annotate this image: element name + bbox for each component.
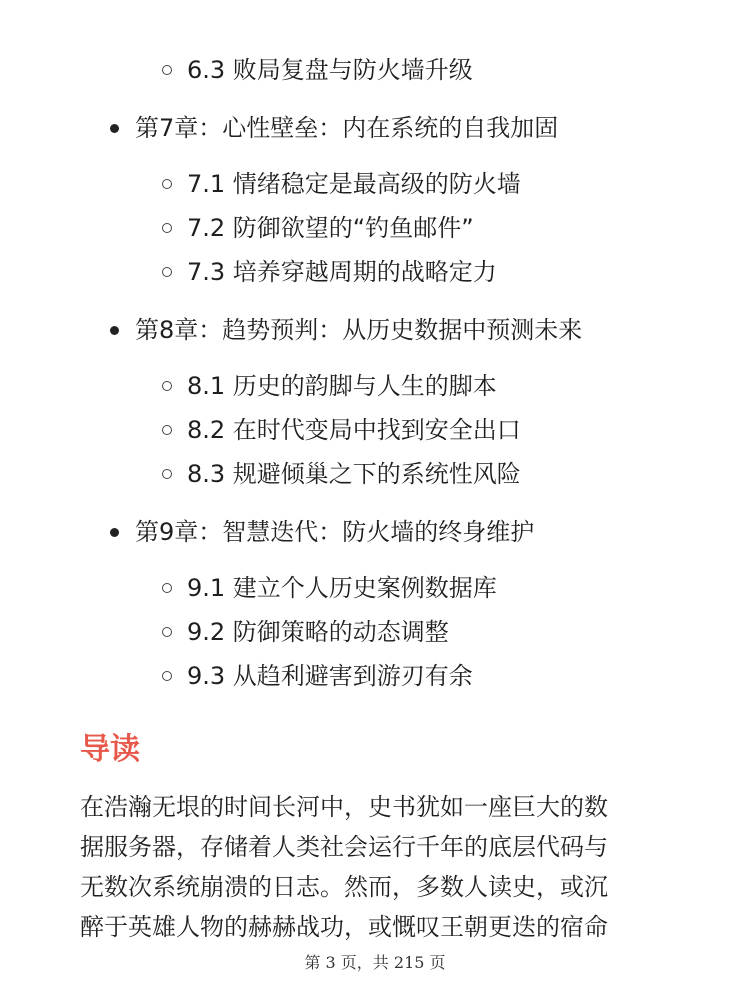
intro-heading: 导读: [80, 732, 140, 767]
toc-sub-item-7-3[interactable]: [162, 257, 497, 287]
toc-sub-item-label: 6.3 败局复盘与防火墙升级: [187, 56, 473, 84]
filled-bullet-icon: [110, 326, 119, 335]
hollow-bullet-icon: [162, 381, 172, 391]
toc-sub-item-label: 9.2 防御策略的动态调整: [187, 618, 449, 646]
toc-sub-item-8-2[interactable]: [162, 415, 521, 445]
toc-sub-item-8-1[interactable]: [162, 371, 497, 401]
hollow-bullet-icon: [162, 179, 172, 189]
hollow-bullet-icon: [162, 671, 172, 681]
hollow-bullet-icon: [162, 267, 172, 277]
hollow-bullet-icon: [162, 425, 172, 435]
toc-sub-item-9-1[interactable]: [162, 573, 497, 603]
toc-chapter-label: 第7章：心性壁垒：内在系统的自我加固: [135, 114, 559, 142]
toc-sub-item-label: 7.2 防御欲望的“钓鱼邮件”: [187, 214, 474, 242]
toc-sub-item-label: 7.3 培养穿越周期的战略定力: [187, 258, 497, 286]
toc-sub-item-7-1[interactable]: [162, 169, 521, 199]
toc-sub-item-8-3[interactable]: [162, 459, 521, 489]
toc-sub-item-label: 8.3 规避倾巢之下的系统性风险: [187, 460, 521, 488]
toc-sub-item-label: 9.1 建立个人历史案例数据库: [187, 574, 497, 602]
hollow-bullet-icon: [162, 223, 172, 233]
toc-sub-item-label: 9.3 从趋利避害到游刃有余: [187, 662, 473, 690]
toc-sub-item-label: 8.2 在时代变局中找到安全出口: [187, 416, 521, 444]
toc-sub-item-6-3[interactable]: [162, 55, 473, 85]
intro-paragraph-line-4: 醉于英雄人物的赫赫战功，或慨叹王朝更迭的宿命: [80, 913, 608, 941]
toc-sub-item-7-2[interactable]: [162, 213, 474, 243]
page-number-footer: 第 3 页，共 215 页: [304, 953, 446, 972]
toc-chapter-label: 第9章：智慧迭代：防火墙的终身维护: [135, 518, 535, 546]
hollow-bullet-icon: [162, 469, 172, 479]
toc-chapter-9[interactable]: [110, 516, 534, 548]
intro-paragraph-line-1: 在浩瀚无垠的时间长河中，史书犹如一座巨大的数: [80, 793, 608, 821]
toc-sub-item-label: 7.1 情绪稳定是最高级的防火墙: [187, 170, 521, 198]
toc-sub-item-9-2[interactable]: [162, 617, 449, 647]
intro-paragraph-line-3: 无数次系统崩溃的日志。然而，多数人读史，或沉: [80, 873, 608, 901]
toc-chapter-8[interactable]: [110, 314, 582, 346]
filled-bullet-icon: [110, 124, 119, 133]
intro-paragraph-line-2: 据服务器，存储着人类社会运行千年的底层代码与: [80, 833, 608, 861]
toc-chapter-label: 第8章：趋势预判：从历史数据中预测未来: [135, 316, 583, 344]
hollow-bullet-icon: [162, 583, 172, 593]
hollow-bullet-icon: [162, 627, 172, 637]
toc-chapter-7[interactable]: [110, 112, 558, 144]
toc-sub-item-label: 8.1 历史的韵脚与人生的脚本: [187, 372, 497, 400]
toc-sub-item-9-3[interactable]: [162, 661, 473, 691]
hollow-bullet-icon: [162, 65, 172, 75]
filled-bullet-icon: [110, 528, 119, 537]
